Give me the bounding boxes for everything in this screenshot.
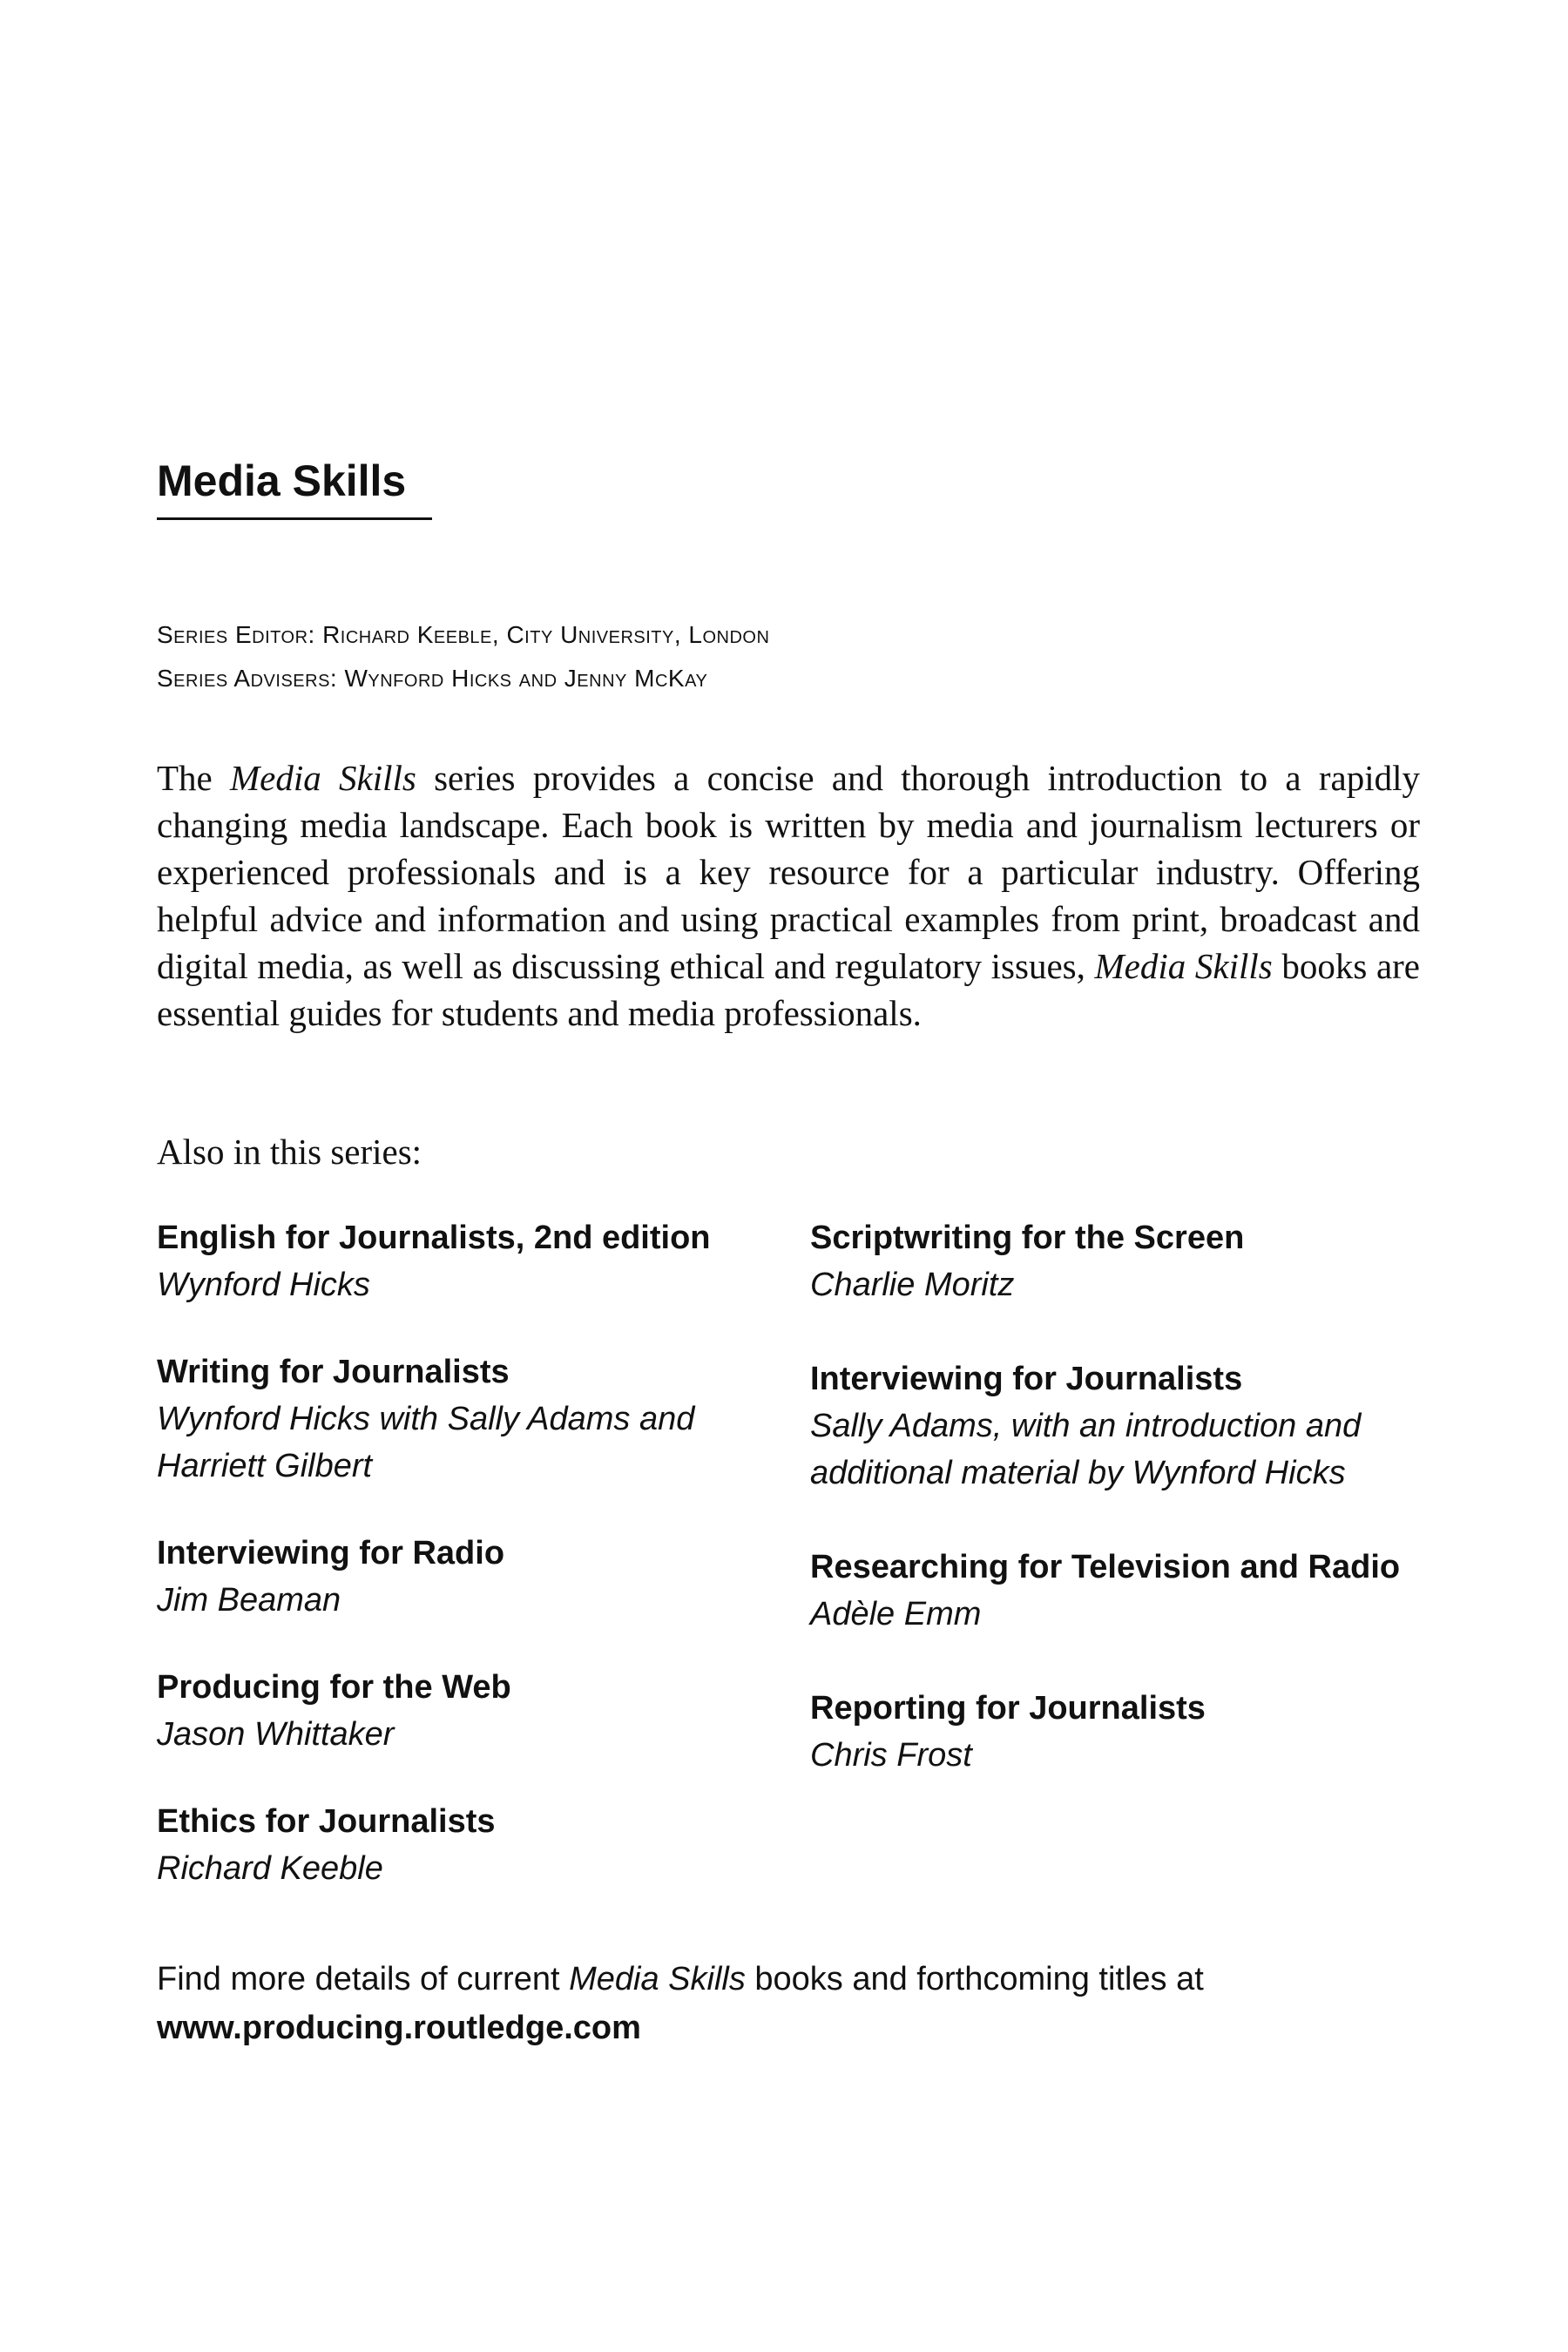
book-author: Chris Frost [810, 1737, 972, 1774]
book-entry [157, 1798, 767, 1892]
series-editor: Series Editor: Richard Keeble, City University, London [157, 621, 770, 648]
book-author: Jason Whittaker [157, 1716, 395, 1753]
series-name-italic-2: Media Skills [1094, 946, 1273, 986]
book-entry [810, 1685, 1420, 1779]
book-author: Jim Beaman [157, 1582, 341, 1619]
book-title: Producing for the Web [157, 1669, 511, 1706]
series-advisers: Series Advisers: Wynford Hicks and Jenny McKay [157, 665, 708, 692]
book-author: Charlie Moritz [810, 1267, 1015, 1303]
description-text-1: The [157, 758, 230, 798]
book-title: English for Journalists, 2nd edition [157, 1220, 711, 1256]
book-author: Wynford Hicks [157, 1267, 370, 1303]
book-title: Interviewing for Radio [157, 1535, 505, 1571]
book-author: Sally Adams, with an introduction and additional material by Wynford Hicks [810, 1408, 1362, 1491]
title-block [157, 457, 432, 520]
description-text-3: books are essential guides for students and media professionals. [157, 946, 1420, 1033]
book-entry [157, 1530, 767, 1624]
book-author: Wynford Hicks with Sally Adams and Harriett Gilbert [157, 1401, 695, 1484]
book-entry [157, 1664, 767, 1758]
footer-text-1: Find more details of current [157, 1961, 570, 1997]
footer-series-name: Media Skills [569, 1961, 746, 1997]
footer-text [157, 1955, 1420, 2004]
book-title: Interviewing for Journalists [810, 1361, 1243, 1397]
description-text-2: series provides a concise and thorough introduction to a rapidly changing media landscape. Each book is written by media and journalism lecturers or experienced professionals and is a key resource for a particular industry. Offering helpful advice and information and using practical examples from print, broadcast and digital media, as well as discussing ethical and regulatory issues, [157, 758, 1420, 986]
series-credits [157, 613, 769, 700]
book-author: Richard Keeble [157, 1850, 383, 1887]
description-paragraph [157, 754, 1420, 1037]
book-title: Reporting for Journalists [810, 1690, 1206, 1727]
footer-url: www.producing.routledge.com [157, 2010, 641, 2046]
book-entry [810, 1355, 1420, 1497]
footer-note [157, 1955, 1420, 2052]
book-title: Ethics for Journalists [157, 1803, 496, 1840]
book-entry [810, 1214, 1420, 1308]
title-underline [157, 517, 432, 520]
book-author: Adèle Emm [810, 1596, 982, 1632]
book-entry [157, 1348, 767, 1490]
book-entry [810, 1544, 1420, 1638]
book-title: Researching for Television and Radio [810, 1549, 1401, 1585]
footer-text-2: books and forthcoming titles at [745, 1961, 1204, 1997]
book-title: Scriptwriting for the Screen [810, 1220, 1245, 1256]
book-title: Writing for Journalists [157, 1354, 510, 1390]
book-entry [157, 1214, 767, 1308]
also-in-series-label: Also in this series: [157, 1132, 422, 1172]
series-description [157, 754, 1420, 1037]
page-title: Media Skills [157, 456, 407, 505]
series-name-italic: Media Skills [230, 758, 416, 798]
